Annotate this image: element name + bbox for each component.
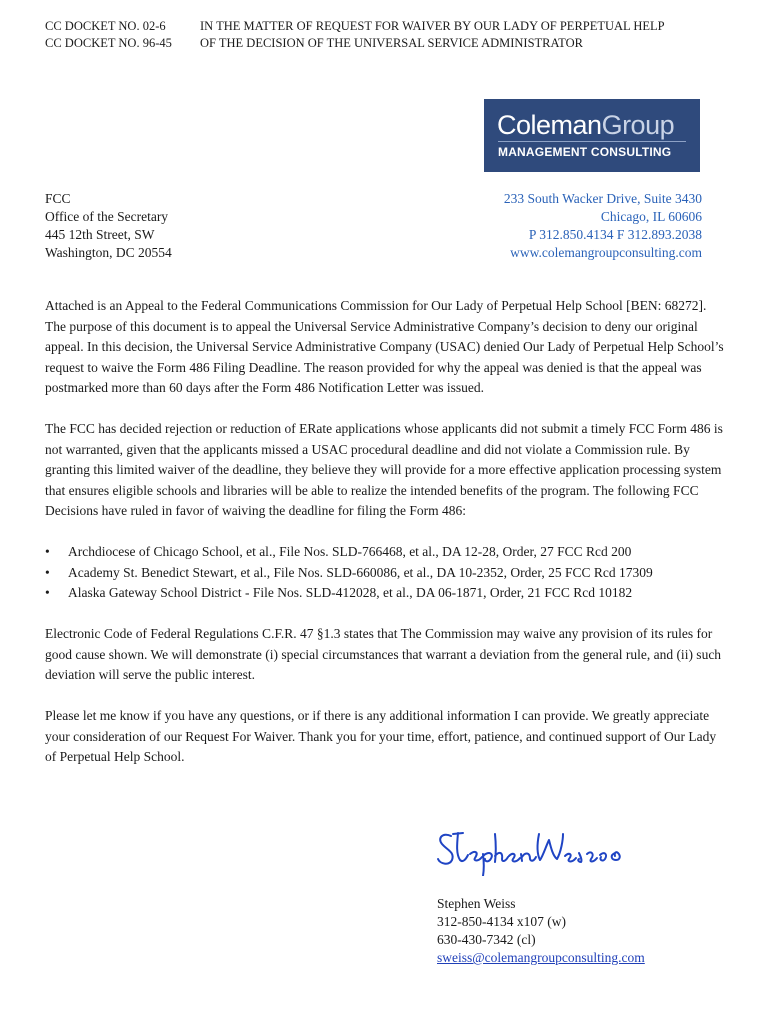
sender-website-link[interactable]: www.colemangroupconsulting.com (510, 245, 702, 260)
matter-title: IN THE MATTER OF REQUEST FOR WAIVER BY OUR LADY OF PERPETUAL HELP (200, 19, 665, 33)
sender-address (504, 190, 702, 262)
signer-work-phone: 312-850-4134 x107 (w) (437, 914, 566, 929)
bullet-icon: • (45, 544, 50, 559)
list-item (45, 583, 730, 604)
coleman-group-logo (484, 99, 700, 172)
recipient-line: FCC (45, 191, 71, 206)
logo-name-group: Group (601, 110, 675, 140)
list-item (45, 563, 730, 584)
decision-list (45, 542, 730, 604)
header-row-1 (45, 18, 665, 35)
header-row-2 (45, 35, 665, 52)
docket-number: CC DOCKET NO. 02-6 (45, 19, 166, 33)
signer-cell-phone: 630-430-7342 (cl) (437, 932, 536, 947)
list-item-text: Academy St. Benedict Stewart, et al., File Nos. SLD-660086, et al., DA 10-2352, Order, 25 FCC Rcd 17309 (68, 564, 653, 580)
recipient-line: Washington, DC 20554 (45, 245, 172, 260)
letter-body (45, 296, 730, 788)
logo-wordmark (497, 110, 674, 140)
list-item-text: Archdiocese of Chicago School, et al., File Nos. SLD-766468, et al., DA 12-28, Order, 27 FCC Rcd 200 (68, 544, 632, 559)
closing-signature-block (437, 895, 645, 967)
logo-divider (498, 141, 686, 142)
body-paragraph: Please let me know if you have any questions, or if there is any additional information I can provide. We greatly appreciate your consideration of our Request For Waiver. Thank you for your time, effort, patience, and continued support of Our Lady of Perpetual Help School. (45, 708, 717, 764)
bullet-icon: • (45, 585, 50, 600)
logo-name-coleman: Coleman (497, 110, 602, 140)
sender-phone-fax: P 312.850.4134 F 312.893.2038 (528, 227, 702, 242)
body-paragraph: Electronic Code of Federal Regulations C.F.R. 47 §1.3 states that The Commission may waive any provision of its rules for good cause shown. We will demonstrate (i) special circumstances that warrant a deviation from the general rule, and (ii) such deviation will serve the public interest. (45, 626, 722, 682)
sender-city: Chicago, IL 60606 (600, 209, 702, 224)
body-paragraph: Attached is an Appeal to the Federal Communications Commission for Our Lady of Perpetual Help School [BEN: 68272]. The purpose of this document is to appeal the Universal Service Administrative Company’s decision to deny our original appeal. In this decision, the Universal Service Administrative Company (USAC) denied Our Lady of Perpetual Help School’s request to waive the Form 486 Filing Deadline. The reason provided for why the appeal was denied is that the appeal was postmarked more than 60 days after the Form 486 Notification Letter was issued. (45, 298, 724, 395)
docket-header (45, 18, 665, 52)
body-paragraph: The FCC has decided rejection or reduction of ERate applications whose applicants did not submit a timely FCC Form 486 is not warranted, given that the applicants missed a USAC procedural deadline and did not violate a Commission rule. By granting this limited waiver of the deadline, they believe they will provide for a more effective application processing system that ensures eligible schools and libraries will be able to realize the intended benefits of the program. The following FCC Decisions have ruled in favor of waiving the deadline for filing the Form 486: (45, 421, 723, 518)
recipient-line: 445 12th Street, SW (45, 227, 155, 242)
signer-email-link[interactable]: sweiss@colemangroupconsulting.com (437, 950, 645, 965)
recipient-line: Office of the Secretary (45, 209, 169, 224)
bullet-icon: • (45, 564, 50, 580)
logo-subtitle: MANAGEMENT CONSULTING (498, 145, 672, 159)
matter-title: OF THE DECISION OF THE UNIVERSAL SERVICE ADMINISTRATOR (200, 36, 583, 50)
docket-number: CC DOCKET NO. 96-45 (45, 36, 172, 50)
recipient-address (45, 190, 172, 262)
signer-name: Stephen Weiss (437, 896, 516, 911)
list-item (45, 542, 730, 563)
list-item-text: Alaska Gateway School District - File Nos. SLD-412028, et al., DA 06-1871, Order, 21 FCC Rcd 10182 (68, 585, 633, 600)
sender-street: 233 South Wacker Drive, Suite 3430 (503, 191, 702, 206)
handwritten-signature (435, 826, 630, 876)
